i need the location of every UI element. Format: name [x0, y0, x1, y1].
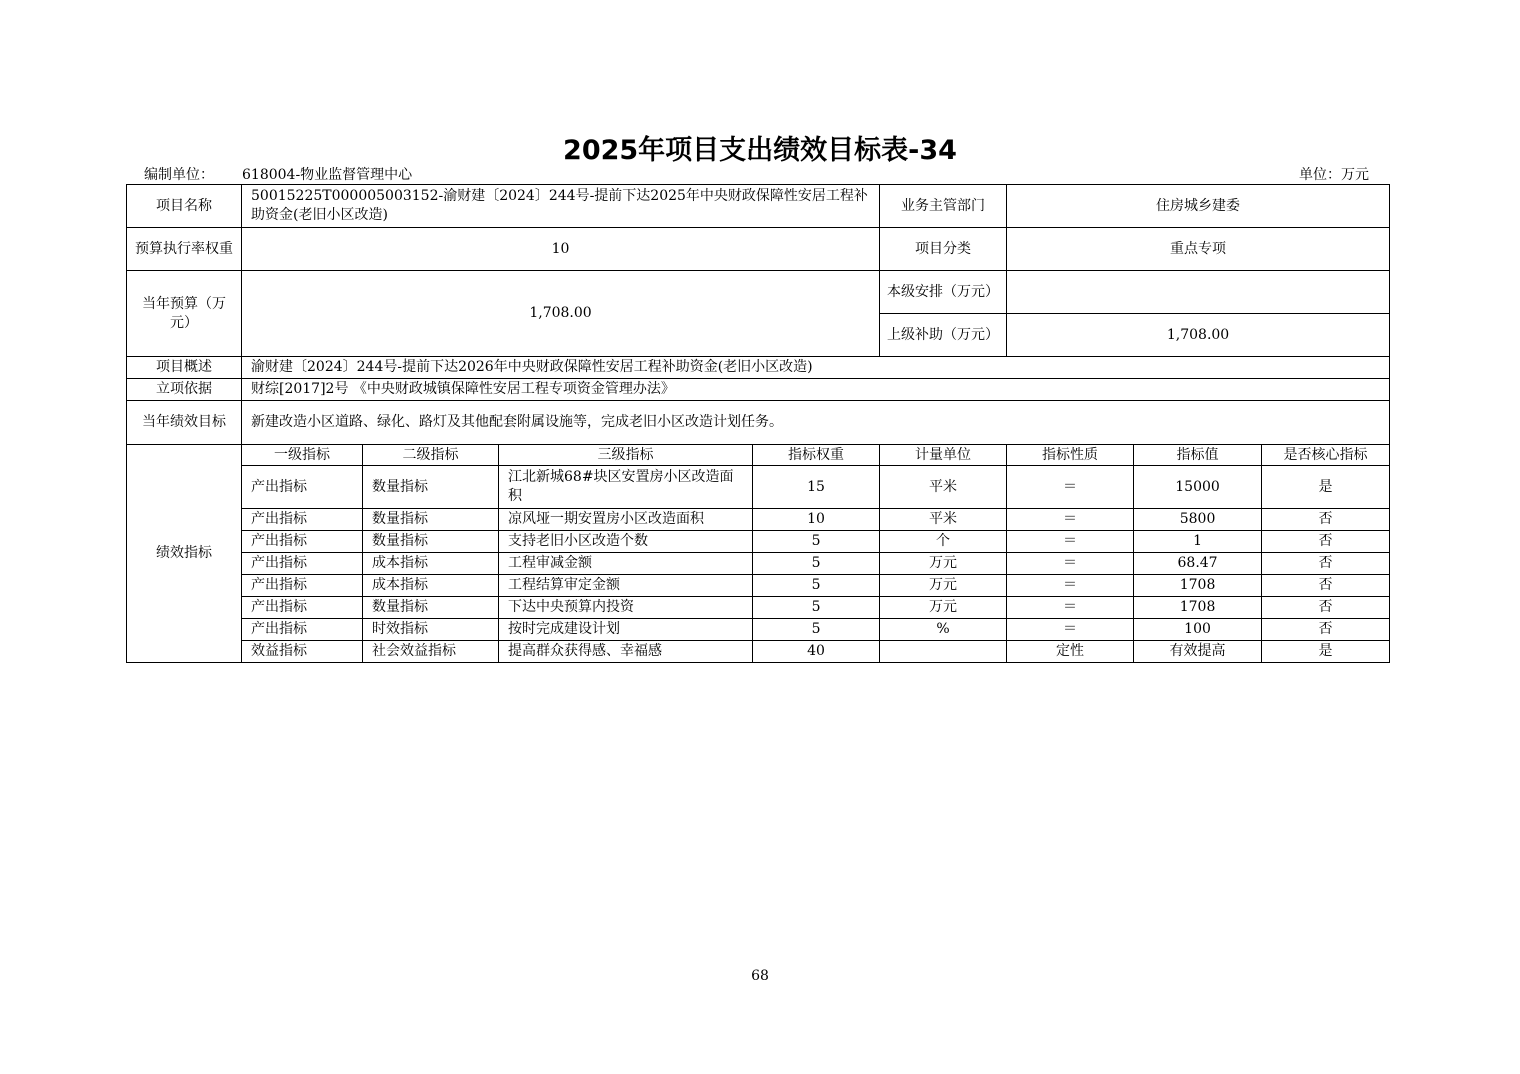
level1-cell: 效益指标	[242, 641, 363, 663]
level3-cell: 工程审减金额	[499, 553, 753, 575]
level3-cell: 提高群众获得感、幸福感	[499, 641, 753, 663]
goal-value: 新建改造小区道路、绿化、路灯及其他配套附属设施等，完成老旧小区改造计划任务。	[242, 401, 1390, 445]
dept-label: 业务主管部门	[880, 185, 1007, 228]
level2-cell: 数量指标	[363, 597, 499, 619]
local-value	[1007, 271, 1390, 314]
core-cell: 否	[1262, 553, 1390, 575]
core-cell: 否	[1262, 531, 1390, 553]
weight-cell: 10	[753, 509, 880, 531]
category-label: 项目分类	[880, 228, 1007, 271]
basis-value: 财综[2017]2号 《中央财政城镇保障性安居工程专项资金管理办法》	[242, 379, 1390, 401]
compiling-unit-label: 编制单位：	[144, 167, 214, 183]
overview-label: 项目概述	[127, 357, 242, 379]
value-cell: 有效提高	[1134, 641, 1262, 663]
level3-cell: 江北新城68#块区安置房小区改造面积	[499, 466, 753, 509]
project-name-label: 项目名称	[127, 185, 242, 228]
col-header: 是否核心指标	[1262, 445, 1390, 466]
level3-cell: 按时完成建设计划	[499, 619, 753, 641]
overview-value: 渝财建〔2024〕244号-提前下达2026年中央财政保障性安居工程补助资金(老旧小区改造)	[242, 357, 1390, 379]
level1-cell: 产出指标	[242, 597, 363, 619]
level2-cell: 社会效益指标	[363, 641, 499, 663]
basis-label: 立项依据	[127, 379, 242, 401]
value-cell: 5800	[1134, 509, 1262, 531]
nature-cell: ＝	[1007, 619, 1134, 641]
level1-cell: 产出指标	[242, 509, 363, 531]
level2-cell: 数量指标	[363, 466, 499, 509]
unit-cell: 万元	[880, 553, 1007, 575]
performance-target-table	[126, 184, 1390, 663]
unit-cell: 平米	[880, 509, 1007, 531]
level3-cell: 凉风垭一期安置房小区改造面积	[499, 509, 753, 531]
value-cell: 1708	[1134, 597, 1262, 619]
budget-value: 1,708.00	[242, 271, 880, 357]
value-cell: 1708	[1134, 575, 1262, 597]
nature-cell: ＝	[1007, 466, 1134, 509]
indicator-section-label: 绩效指标	[127, 445, 242, 663]
weight-cell: 15	[753, 466, 880, 509]
core-cell: 否	[1262, 597, 1390, 619]
budget-label: 当年预算（万元）	[127, 271, 242, 357]
level2-cell: 时效指标	[363, 619, 499, 641]
weight-cell: 5	[753, 531, 880, 553]
nature-cell: ＝	[1007, 575, 1134, 597]
level1-cell: 产出指标	[242, 553, 363, 575]
value-cell: 68.47	[1134, 553, 1262, 575]
upper-value: 1,708.00	[1007, 314, 1390, 357]
unit-cell	[880, 641, 1007, 663]
level1-cell: 产出指标	[242, 575, 363, 597]
upper-label: 上级补助（万元）	[880, 314, 1007, 357]
exec-weight-label: 预算执行率权重	[127, 228, 242, 271]
col-header: 指标值	[1134, 445, 1262, 466]
level3-cell: 工程结算审定金额	[499, 575, 753, 597]
nature-cell: ＝	[1007, 597, 1134, 619]
value-cell: 100	[1134, 619, 1262, 641]
weight-cell: 5	[753, 553, 880, 575]
table-row	[127, 575, 1390, 597]
unit-cell: 平米	[880, 466, 1007, 509]
col-header: 指标性质	[1007, 445, 1134, 466]
compiling-unit	[144, 164, 412, 184]
core-cell: 否	[1262, 509, 1390, 531]
level2-cell: 成本指标	[363, 575, 499, 597]
local-label: 本级安排（万元）	[880, 271, 1007, 314]
col-header: 计量单位	[880, 445, 1007, 466]
table-row	[127, 466, 1390, 509]
unit-cell: %	[880, 619, 1007, 641]
level2-cell: 成本指标	[363, 553, 499, 575]
core-cell: 是	[1262, 641, 1390, 663]
level1-cell: 产出指标	[242, 531, 363, 553]
core-cell: 否	[1262, 619, 1390, 641]
weight-cell: 40	[753, 641, 880, 663]
col-header: 一级指标	[242, 445, 363, 466]
weight-cell: 5	[753, 575, 880, 597]
table-row	[127, 553, 1390, 575]
weight-cell: 5	[753, 597, 880, 619]
exec-weight-value: 10	[242, 228, 880, 271]
level1-cell: 产出指标	[242, 619, 363, 641]
level3-cell: 支持老旧小区改造个数	[499, 531, 753, 553]
project-name-value: 50015225T000005003152-渝财建〔2024〕244号-提前下达2025年中央财政保障性安居工程补助资金(老旧小区改造)	[242, 185, 880, 228]
col-header: 二级指标	[363, 445, 499, 466]
table-row	[127, 531, 1390, 553]
value-cell: 15000	[1134, 466, 1262, 509]
compiling-unit-value: 618004-物业监督管理中心	[242, 167, 413, 183]
table-row	[127, 509, 1390, 531]
goal-label: 当年绩效目标	[127, 401, 242, 445]
nature-cell: ＝	[1007, 531, 1134, 553]
weight-cell: 5	[753, 619, 880, 641]
table-row	[127, 641, 1390, 663]
col-header: 指标权重	[753, 445, 880, 466]
table-row	[127, 597, 1390, 619]
level1-cell: 产出指标	[242, 466, 363, 509]
page-number: 68	[751, 968, 769, 984]
nature-cell: 定性	[1007, 641, 1134, 663]
level3-cell: 下达中央预算内投资	[499, 597, 753, 619]
category-value: 重点专项	[1007, 228, 1390, 271]
value-cell: 1	[1134, 531, 1262, 553]
core-cell: 是	[1262, 466, 1390, 509]
level2-cell: 数量指标	[363, 509, 499, 531]
col-header: 三级指标	[499, 445, 753, 466]
level2-cell: 数量指标	[363, 531, 499, 553]
currency-unit: 单位：万元	[1299, 167, 1369, 183]
unit-cell: 万元	[880, 575, 1007, 597]
nature-cell: ＝	[1007, 553, 1134, 575]
table-row	[127, 619, 1390, 641]
page-title: 2025年项目支出绩效目标表-34	[563, 135, 957, 166]
core-cell: 否	[1262, 575, 1390, 597]
unit-cell: 万元	[880, 597, 1007, 619]
unit-cell: 个	[880, 531, 1007, 553]
dept-value: 住房城乡建委	[1007, 185, 1390, 228]
nature-cell: ＝	[1007, 509, 1134, 531]
